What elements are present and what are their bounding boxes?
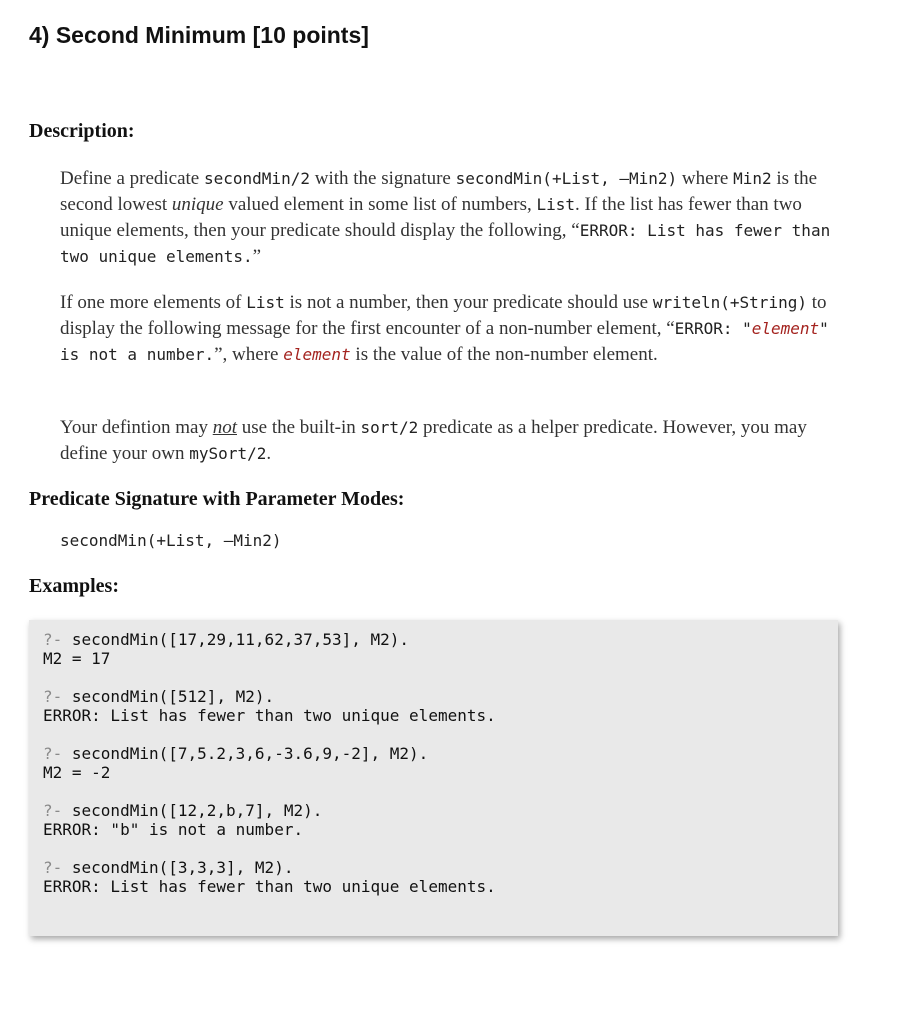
prompt: ?- bbox=[43, 801, 63, 820]
example-item bbox=[43, 630, 496, 668]
example-result: M2 = -2 bbox=[43, 763, 111, 782]
query-text: secondMin([3,3,3], M2). bbox=[62, 858, 294, 877]
p3-text-4: . bbox=[266, 443, 272, 464]
p2-code-error-end: " is not a number. bbox=[60, 319, 829, 364]
p3-code-sort: sort/2 bbox=[360, 418, 419, 437]
query-text: secondMin([512], M2). bbox=[62, 687, 275, 706]
example-result: M2 = 17 bbox=[43, 649, 111, 668]
example-result: ERROR: List has fewer than two unique elements. bbox=[43, 706, 496, 725]
p1-emphasis-unique: unique bbox=[171, 194, 224, 215]
p1-text-1: Define a predicate bbox=[60, 168, 204, 189]
p2-text-5: is the value of the non-number element. bbox=[350, 344, 658, 365]
p2-code-list: List bbox=[246, 293, 285, 312]
p1-text-7: ” bbox=[252, 246, 262, 267]
p3-emphasis-not: not bbox=[212, 417, 237, 438]
signature-code: secondMin(+List, –Min2) bbox=[60, 531, 282, 550]
p3-code-mysort: mySort/2 bbox=[189, 444, 267, 463]
example-result: ERROR: List has fewer than two unique elements. bbox=[43, 877, 496, 896]
prompt: ?- bbox=[43, 687, 63, 706]
p1-text-6: . If the list has fewer than two unique elements, then your predicate should display the following, “ bbox=[60, 194, 802, 241]
example-query bbox=[43, 630, 496, 649]
prompt: ?- bbox=[43, 630, 63, 649]
example-item bbox=[43, 744, 496, 782]
p2-code-element: element bbox=[283, 345, 351, 364]
example-query bbox=[43, 858, 496, 877]
examples-code-block bbox=[29, 620, 838, 936]
p1-text-4: is the second lowest bbox=[60, 168, 818, 215]
description-heading: Description: bbox=[29, 120, 135, 142]
p1-text-5: valued element in some list of numbers, bbox=[223, 194, 537, 215]
description-paragraph-2 bbox=[60, 290, 840, 368]
p2-text-3: to display the following message for the first encounter of a non-number element, “ bbox=[60, 292, 827, 339]
prompt: ?- bbox=[43, 858, 63, 877]
p1-code-predicate: secondMin/2 bbox=[204, 169, 310, 188]
p1-code-error-message: ERROR: List has fewer than two unique elements. bbox=[60, 221, 831, 266]
p2-text-1: If one more elements of bbox=[60, 292, 247, 313]
description-paragraph-3 bbox=[60, 415, 840, 467]
p3-text-2: use the built-in bbox=[237, 417, 361, 438]
example-item bbox=[43, 858, 496, 896]
examples-list bbox=[43, 630, 496, 915]
query-text: secondMin([12,2,b,7], M2). bbox=[62, 801, 323, 820]
p2-text-2: is not a number, then your predicate should use bbox=[284, 292, 653, 313]
p1-text-3: where bbox=[677, 168, 734, 189]
p2-code-element-var: element bbox=[751, 319, 820, 338]
p1-text-2: with the signature bbox=[309, 168, 456, 189]
example-item bbox=[43, 801, 496, 839]
p1-code-signature: secondMin(+List, –Min2) bbox=[455, 169, 678, 188]
p2-text-4: ”, where bbox=[214, 344, 284, 365]
p3-text-3: predicate as a helper predicate. However, you may define your own bbox=[60, 417, 807, 464]
p1-code-list: List bbox=[536, 195, 576, 214]
p2-code-writeln: writeln(+String) bbox=[652, 293, 807, 312]
description-paragraph-1 bbox=[60, 166, 840, 270]
p3-text-1: Your defintion may bbox=[60, 417, 213, 438]
example-result: ERROR: "b" is not a number. bbox=[43, 820, 304, 839]
example-query bbox=[43, 687, 496, 706]
page-title: 4) Second Minimum [10 points] bbox=[29, 22, 369, 48]
example-query bbox=[43, 744, 496, 763]
examples-heading: Examples: bbox=[29, 575, 119, 597]
p1-code-min2: Min2 bbox=[733, 169, 772, 188]
signature-heading: Predicate Signature with Parameter Modes: bbox=[29, 488, 405, 510]
p2-code-error-start: ERROR: " bbox=[674, 319, 752, 338]
query-text: secondMin([7,5.2,3,6,-3.6,9,-2], M2). bbox=[62, 744, 429, 763]
example-item bbox=[43, 687, 496, 725]
prompt: ?- bbox=[43, 744, 63, 763]
example-query bbox=[43, 801, 496, 820]
query-text: secondMin([17,29,11,62,37,53], M2). bbox=[62, 630, 410, 649]
